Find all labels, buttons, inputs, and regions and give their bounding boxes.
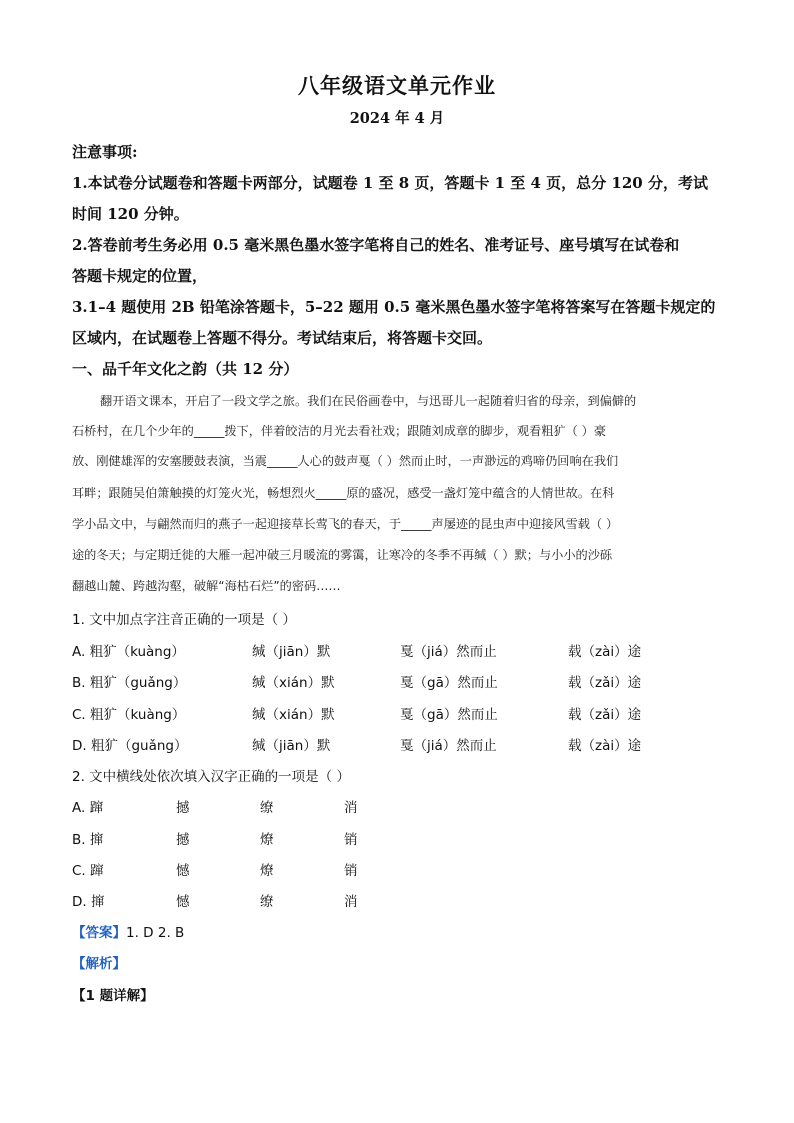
option-d-col-2: 缄（jiān）默 [252, 738, 331, 754]
passage-line: 放、刚健雄浑的安塞腰鼓表演，当震_____人心的鼓声戛（ ）然而止时，一声渺远的鸡啼仍回响在我们 [72, 454, 619, 468]
notice-heading: 注意事项: [72, 143, 138, 161]
option-c-col-3: 戛（gā）然而止 [400, 707, 498, 723]
option-c-col-1: C. 粗犷（kuàng） [72, 707, 186, 723]
section-heading: 一、品千年文化之韵（共 12 分） [72, 360, 299, 378]
notice-line: 3.1–4 题使用 2B 铅笔涂答题卡，5–22 题用 0.5 毫米黑色墨水签字笔将答案写在答题卡规定的 [72, 298, 716, 316]
option-d-col-3: 戛（jiá）然而止 [400, 738, 497, 754]
question-1-stem: 1. 文中加点字注音正确的一项是（ ） [72, 612, 296, 628]
option-a-col-3: 戛（jiá）然而止 [400, 644, 497, 660]
option-b-col-2: 缄（xián）默 [252, 675, 335, 691]
option-d-col-4: 载（zài）途 [568, 738, 642, 754]
passage-line: 翻越山麓、跨越沟壑，破解“海枯石烂”的密码…… [72, 579, 341, 593]
analysis-label: 【解析】 [72, 956, 126, 972]
option-b-col-4: 销 [344, 832, 358, 848]
option-d-col-1: D. 撺 [72, 894, 105, 910]
option-a-col-4: 载（zài）途 [568, 644, 642, 660]
option-c-col-2: 憾 [176, 863, 190, 879]
option-c-col-4: 销 [344, 863, 358, 879]
exam-date: 2024 年 4 月 [349, 110, 445, 127]
answer-label: 【答案】 [72, 925, 126, 941]
option-c-col-1: C. 蹿 [72, 863, 104, 879]
option-b-col-4: 载（zǎi）途 [568, 675, 642, 691]
option-a-col-3: 缭 [260, 800, 274, 816]
option-c-col-2: 缄（xián）默 [252, 707, 335, 723]
option-a-col-2: 缄（jiān）默 [252, 644, 331, 660]
notice-line: 2.答卷前考生务必用 0.5 毫米黑色墨水签字笔将自己的姓名、准考证号、座号填写在试卷和 [72, 236, 680, 254]
option-a-col-1: A. 蹿 [72, 800, 104, 816]
option-c-col-3: 燎 [260, 863, 274, 879]
notice-line: 时间 120 分钟。 [72, 205, 189, 223]
option-c-col-4: 载（zǎi）途 [568, 707, 642, 723]
option-d-col-4: 消 [344, 894, 358, 910]
option-b-col-3: 燎 [260, 832, 274, 848]
notice-line: 答题卡规定的位置， [72, 267, 208, 285]
option-d-col-3: 缭 [260, 894, 274, 910]
answer-value: 1. D 2. B [126, 925, 185, 941]
option-a-col-1: A. 粗犷（kuàng） [72, 644, 185, 660]
answer-row [72, 921, 184, 941]
passage-line: 石桥村，在几个少年的_____拨下，伴着皎洁的月光去看社戏；跟随刘成章的脚步，观看粗犷（ ）豪 [72, 424, 607, 438]
option-b-col-1: B. 撺 [72, 832, 104, 848]
option-a-col-2: 撼 [176, 800, 190, 816]
page-title: 八年级语文单元作业 [298, 73, 496, 98]
option-b-col-2: 撼 [176, 832, 190, 848]
option-a-col-4: 消 [344, 800, 358, 816]
option-d-col-2: 憾 [176, 894, 190, 910]
passage-line: 途的冬天；与定期迁徙的大雁一起冲破三月暖流的雾霭，让寒冷的冬季不再缄（ ）默；与小小的沙砾 [72, 548, 613, 562]
passage-line: 学小品文中，与翩然而归的燕子一起迎接草长莺飞的春天，于_____声屡迹的昆虫声中迎接风雪载（ ） [72, 517, 619, 531]
passage-line: 耳畔；跟随吴伯箫触摸的灯笼火光，畅想烈火_____原的盛况，感受一盏灯笼中蕴含的人情世故。在科 [72, 486, 615, 500]
option-b-col-3: 戛（gā）然而止 [400, 675, 498, 691]
option-d-col-1: D. 粗犷（guǎng） [72, 738, 188, 754]
analysis-row [72, 952, 126, 972]
detail-heading: 【1 题详解】 [72, 988, 154, 1004]
notice-line: 区域内，在试题卷上答题不得分。考试结束后，将答题卡交回。 [72, 329, 493, 347]
question-2-stem: 2. 文中横线处依次填入汉字正确的一项是（ ） [72, 769, 350, 785]
notice-line: 1.本试卷分试题卷和答题卡两部分，试题卷 1 至 8 页，答题卡 1 至 4 页，总分 120 分，考试 [72, 174, 708, 192]
option-b-col-1: B. 粗犷（guǎng） [72, 675, 187, 691]
passage-line: 翻开语文课本，开启了一段文学之旅。我们在民俗画卷中，与迅哥儿一起随着归省的母亲，到偏僻的 [100, 394, 637, 408]
